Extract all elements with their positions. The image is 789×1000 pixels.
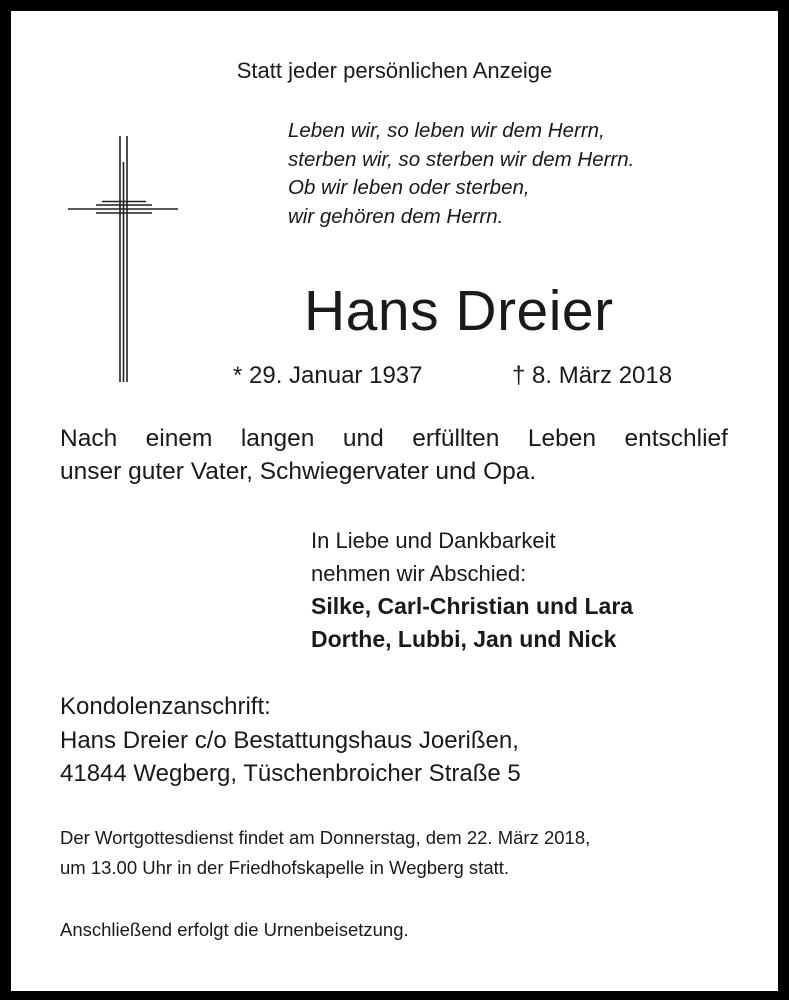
bible-verse [288,117,634,231]
service-line: um 13.00 Uhr in der Friedhofskapelle in Wegberg statt. [60,857,510,878]
mourners-names-line: Silke, Carl-Christian und Lara [311,593,634,619]
verse-line: sterben wir, so sterben wir dem Herrn. [288,147,635,171]
death-date: † 8. März 2018 [512,362,673,389]
paragraph-line: Nach einem langen und erfüllten Leben entschlief [60,425,728,452]
address-line: Hans Dreier c/o Bestattungshaus Joerißen, [60,726,519,754]
heading: Statt jeder persönlichen Anzeige [236,58,553,83]
mourners-intro-line: In Liebe und Dankbarkeit [311,528,556,553]
verse-line: Ob wir leben oder sterben, [288,176,530,199]
address-line: 41844 Wegberg, Tüschenbroicher Straße 5 [60,760,521,787]
paragraph-line: unser guter Vater, Schwiegervater und Opa. [60,458,537,485]
mourners [311,524,633,656]
deceased-name: Hans Dreier [304,279,614,343]
service-line: Der Wortgottesdienst findet am Donnerstag, dem 22. März 2018, [60,827,591,848]
verse-line: wir gehören dem Herrn. [288,204,504,228]
service-info [60,823,590,883]
birth-date: * 29. Januar 1937 [233,362,423,389]
verse-line: Leben wir, so leben wir dem Herrn, [288,119,605,142]
main-paragraph [60,422,728,488]
mourners-intro-line: nehmen wir Abschied: [311,561,527,586]
cross-icon [66,134,180,384]
condolence-address [60,690,521,791]
address-line: Kondolenzanschrift: [60,693,271,720]
mourners-names-line: Dorthe, Lubbi, Jan und Nick [311,626,617,652]
burial-note: Anschließend erfolgt die Urnenbeisetzung. [60,919,409,940]
